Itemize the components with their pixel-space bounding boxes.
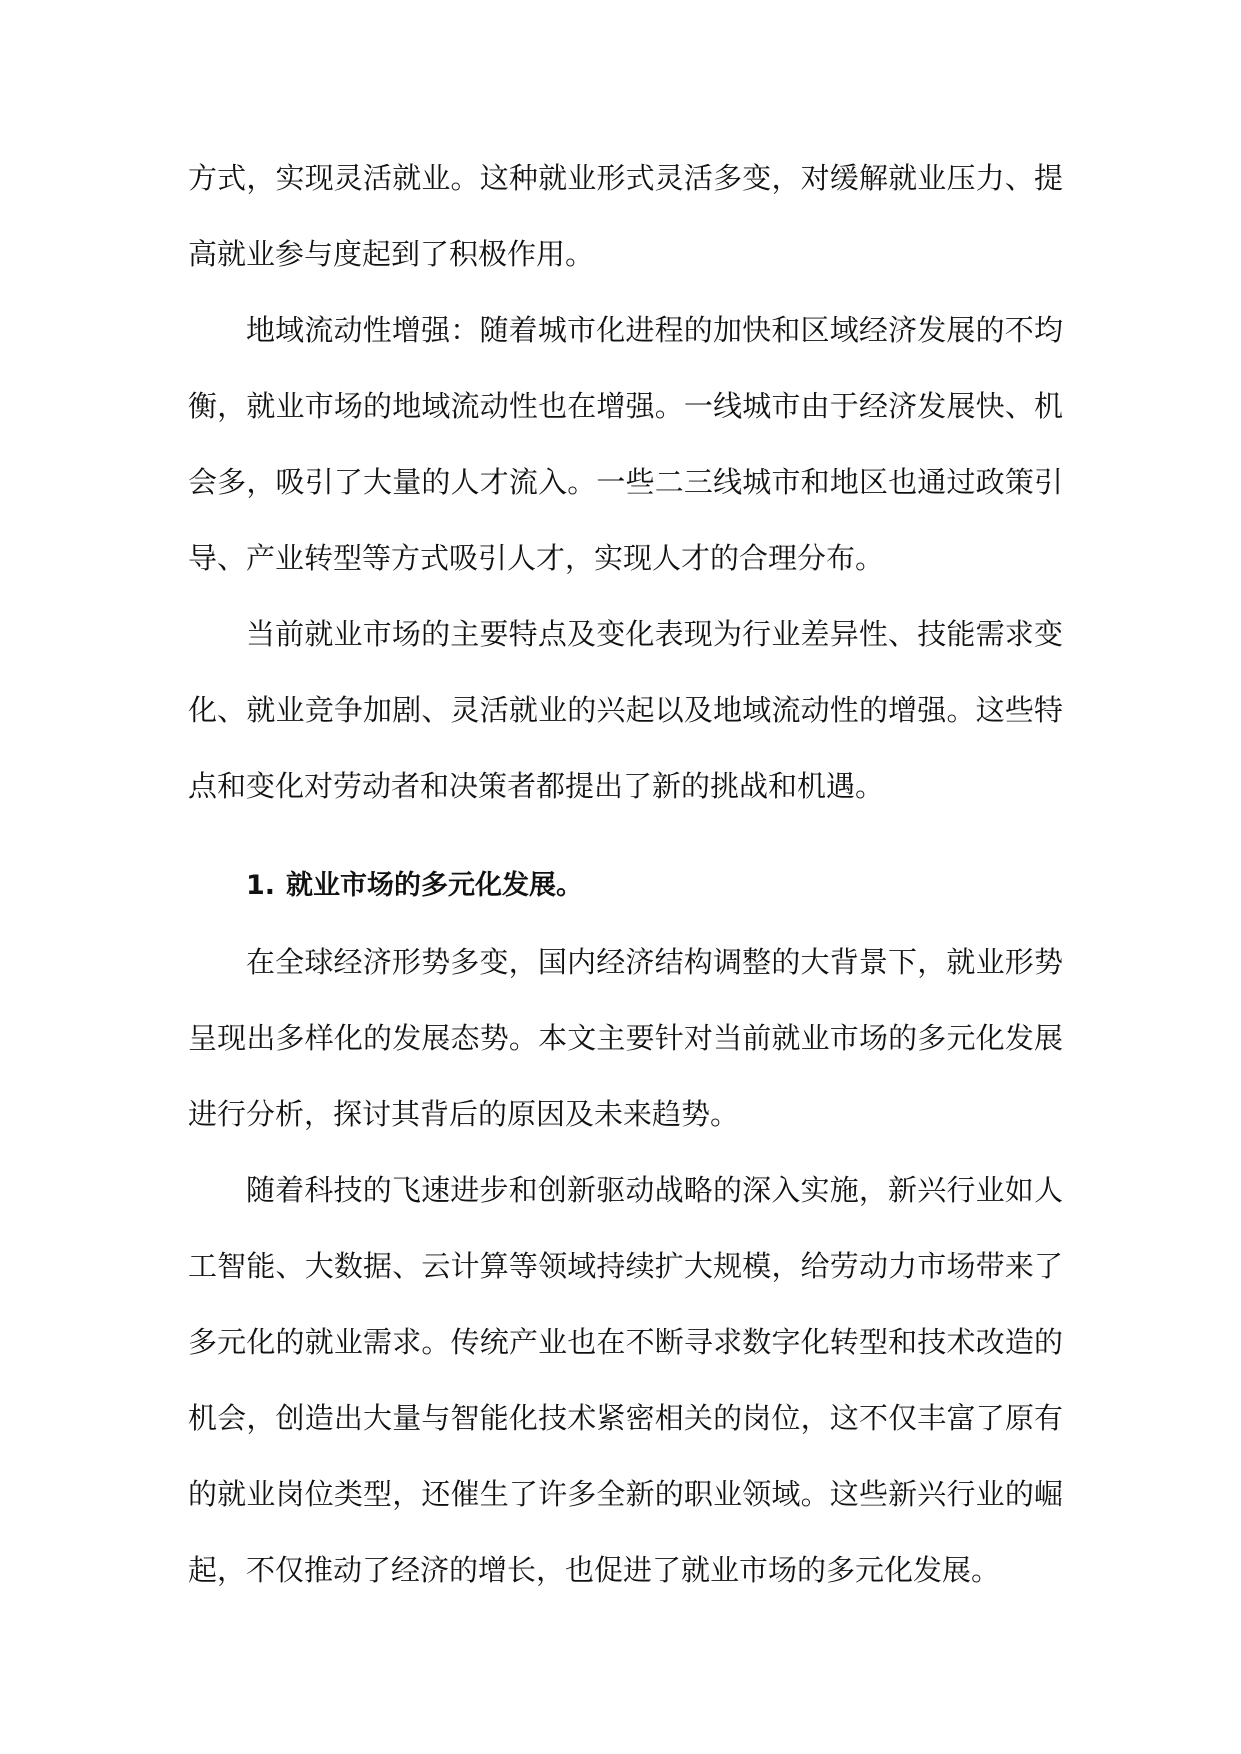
- paragraph-summary: 当前就业市场的主要特点及变化表现为行业差异性、技能需求变化、就业竞争加剧、灵活就业的兴起以及地域流动性的增强。这些特点和变化对劳动者和决策者都提出了新的挑战和机遇。: [188, 617, 1063, 803]
- body-text: [188, 140, 1063, 1608]
- section-title: 就业市场的多元化发展。: [286, 870, 583, 901]
- paragraph-regional-mobility: 地域流动性增强：随着城市化进程的加快和区域经济发展的不均衡，就业市场的地域流动性也在增强。一线城市由于经济发展快、机会多，吸引了大量的人才流入。一些二三线城市和地区也通过政策引导、产业转型等方式吸引人才，实现人才的合理分布。: [188, 313, 1063, 575]
- paragraph-continuation: 方式，实现灵活就业。这种就业形式灵活多变，对缓解就业压力、提高就业参与度起到了积极作用。: [188, 161, 1063, 271]
- section-heading: [188, 824, 1063, 924]
- paragraph-diversification-intro: 在全球经济形势多变，国内经济结构调整的大背景下，就业形势呈现出多样化的发展态势。本文主要针对当前就业市场的多元化发展进行分析，探讨其背后的原因及未来趋势。: [188, 945, 1063, 1131]
- paragraph-emerging-industries: 随着科技的飞速进步和创新驱动战略的深入实施，新兴行业如人工智能、大数据、云计算等领域持续扩大规模，给劳动力市场带来了多元化的就业需求。传统产业也在不断寻求数字化转型和技术改造的机会，创造出大量与智能化技术紧密相关的岗位，这不仅丰富了原有的就业岗位类型，还催生了许多全新的职业领域。这些新兴行业的崛起，不仅推动了经济的增长，也促进了就业市场的多元化发展。: [188, 1173, 1063, 1587]
- section-number: 1.: [246, 870, 276, 901]
